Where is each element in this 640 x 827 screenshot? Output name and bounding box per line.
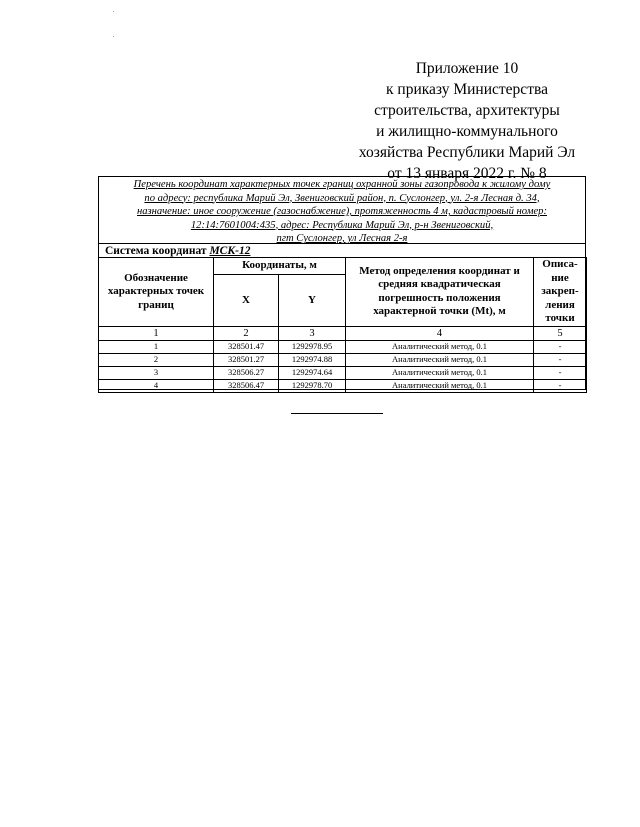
cell-point: 4 [99,379,214,392]
cell-method: Аналитический метод, 0.1 [346,366,534,379]
caption-line: по адресу: республика Марий Эл, Звениговский район, п. Суслонгер, ул. 2-я Лесная д. 34, [144,192,540,204]
cell-y: 1292978.95 [279,340,346,353]
header-description: Описа- ние закреп- ления точки [534,258,587,327]
cell-point: 3 [99,366,214,379]
scan-speck [113,11,114,12]
cell-description: - [534,366,587,379]
table-row [99,340,587,353]
column-number: 1 [99,326,214,340]
caption-line: назначение: иное сооружение (газоснабжение), протяженность 4 м, кадастровый номер: [136,206,547,217]
header-x: X [214,275,279,326]
coordinate-system-label: Система координат [105,245,210,257]
column-number: 4 [346,326,534,340]
scan-speck [113,36,114,37]
header-method: Метод определения координат и средняя квадратическая погрешность положения характерной точки (Mt), м [346,258,534,327]
cell-y: 1292978.70 [279,379,346,392]
caption-line: Перечень координат характерных точек границ охранной зоны газопровода к жилому дому [133,179,551,190]
cell-description: - [534,353,587,366]
coordinates-frame [98,176,586,390]
table-row [99,353,587,366]
cell-method: Аналитический метод, 0.1 [346,379,534,392]
appendix-line: хозяйства Республики Марий Эл [358,144,576,161]
column-number: 2 [214,326,279,340]
cell-y: 1292974.88 [279,353,346,366]
cell-point: 2 [99,353,214,366]
coordinate-system-value: МСК-12 [209,245,251,257]
column-number: 3 [279,326,346,340]
header-point: Обозначение характерных точек границ [99,258,214,327]
appendix-line: и жилищно-коммунального [376,123,558,140]
caption-line: пгт Суслонгер, ул Лесная 2-я [276,233,408,244]
table-row [99,379,587,392]
coordinate-system-row [99,243,585,257]
cell-description: - [534,379,587,392]
caption-line: 12:14:7601004:435, адрес: Республика Марий Эл, р-н Звениговский, [190,219,494,231]
coordinates-caption [99,178,585,246]
cell-point: 1 [99,340,214,353]
appendix-line: от 13 января 2022 г. № 8 [387,165,547,182]
cell-description: - [534,340,587,353]
appendix-line: к приказу Министерства [386,81,548,98]
header-y: Y [279,275,346,326]
cell-method: Аналитический метод, 0.1 [346,353,534,366]
table-row [99,366,587,379]
cell-x: 328506.47 [214,379,279,392]
cell-x: 328501.27 [214,353,279,366]
cell-y: 1292974.64 [279,366,346,379]
closing-rule [291,413,383,414]
cell-x: 328501.47 [214,340,279,353]
column-number: 5 [534,326,587,340]
coordinates-table [98,257,587,393]
cell-x: 328506.27 [214,366,279,379]
cell-method: Аналитический метод, 0.1 [346,340,534,353]
appendix-line: Приложение 10 [415,60,519,77]
appendix-header [320,58,614,184]
appendix-line: строительства, архитектуры [374,102,560,119]
header-coords: Координаты, м [214,258,346,275]
